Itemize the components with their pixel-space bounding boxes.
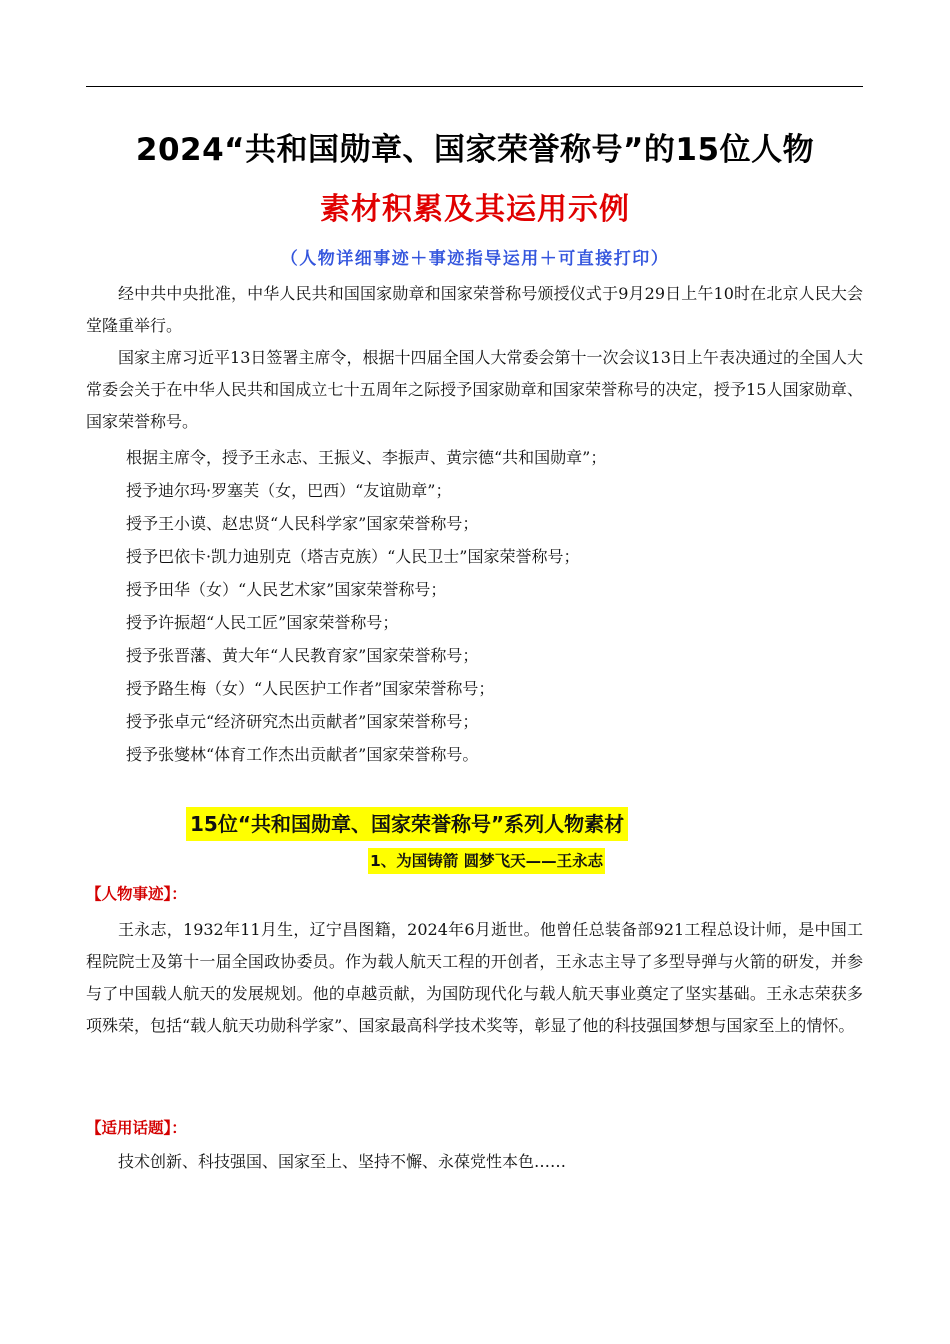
document-title: 2024“共和国勋章、国家荣誉称号”的15位人物 [135,132,815,168]
deeds-label: 【人物事迹】： [86,885,187,903]
deeds-paragraph: 王永志，1932年11月生，辽宁昌图籍，2024年6月逝世。他曾任总装备部921工程总设计师，是中国工程院院士及第十一届全国政协委员。作为载人航天工程的开创者，王永志主导了多型导弹与火箭的研发，并参与了中国载人航天的发展规划。他的卓越贡献，为国防现代化与载人航天事业奠定了坚实基础。王永志荣获多项殊荣，包括“载人航天功勋科学家”、国家最高科学技术奖等，彰显了他的科技强国梦想与国家至上的情怀。 [86,920,863,1035]
topics-label: 【适用话题】： [86,1119,187,1137]
award-item: 授予许振超“人民工匠”国家荣誉称号； [126,613,399,632]
header-rule [86,86,863,87]
section-heading: 15位“共和国勋章、国家荣誉称号”系列人物素材 [186,807,628,841]
award-item: 授予路生梅（女）“人民医护工作者”国家荣誉称号； [126,679,495,698]
award-item: 授予张晋藩、黄大年“人民教育家”国家荣誉称号； [126,646,479,665]
award-item: 授予田华（女）“人民艺术家”国家荣誉称号； [126,580,447,599]
intro-paragraph-2: 国家主席习近平13日签署主席令，根据十四届全国人大常委会第十一次会议13日上午表决通过的全国人大常委会关于在中华人民共和国成立七十五周年之际授予国家勋章和国家荣誉称号的决定，授予15人国家勋章、国家荣誉称号。 [86,348,863,431]
document-subtitle: 素材积累及其运用示例 [320,192,630,227]
award-item: 授予王小谟、赵忠贤“人民科学家”国家荣誉称号； [126,514,479,533]
award-item: 授予迪尔玛·罗塞芙（女，巴西）“友谊勋章”； [126,481,452,500]
award-item: 授予张卓元“经济研究杰出贡献者”国家荣誉称号； [126,712,479,731]
topics-paragraph: 技术创新、科技强国、国家至上、坚持不懈、永葆党性本色…… [118,1152,567,1171]
document-note: （人物详细事迹＋事迹指导运用＋可直接打印） [280,249,670,269]
award-item: 授予张燮林“体育工作杰出贡献者”国家荣誉称号。 [126,745,479,764]
intro-paragraph-1: 经中共中央批准，中华人民共和国国家勋章和国家荣誉称号颁授仪式于9月29日上午10时在北京人民大会堂隆重举行。 [86,284,863,335]
person-heading: 1、为国铸箭 圆梦飞天——王永志 [368,848,605,874]
award-item: 授予巴依卡·凯力迪别克（塔吉克族）“人民卫士”国家荣誉称号； [126,547,580,566]
award-item: 根据主席令，授予王永志、王振义、李振声、黄宗德“共和国勋章”； [126,448,607,467]
